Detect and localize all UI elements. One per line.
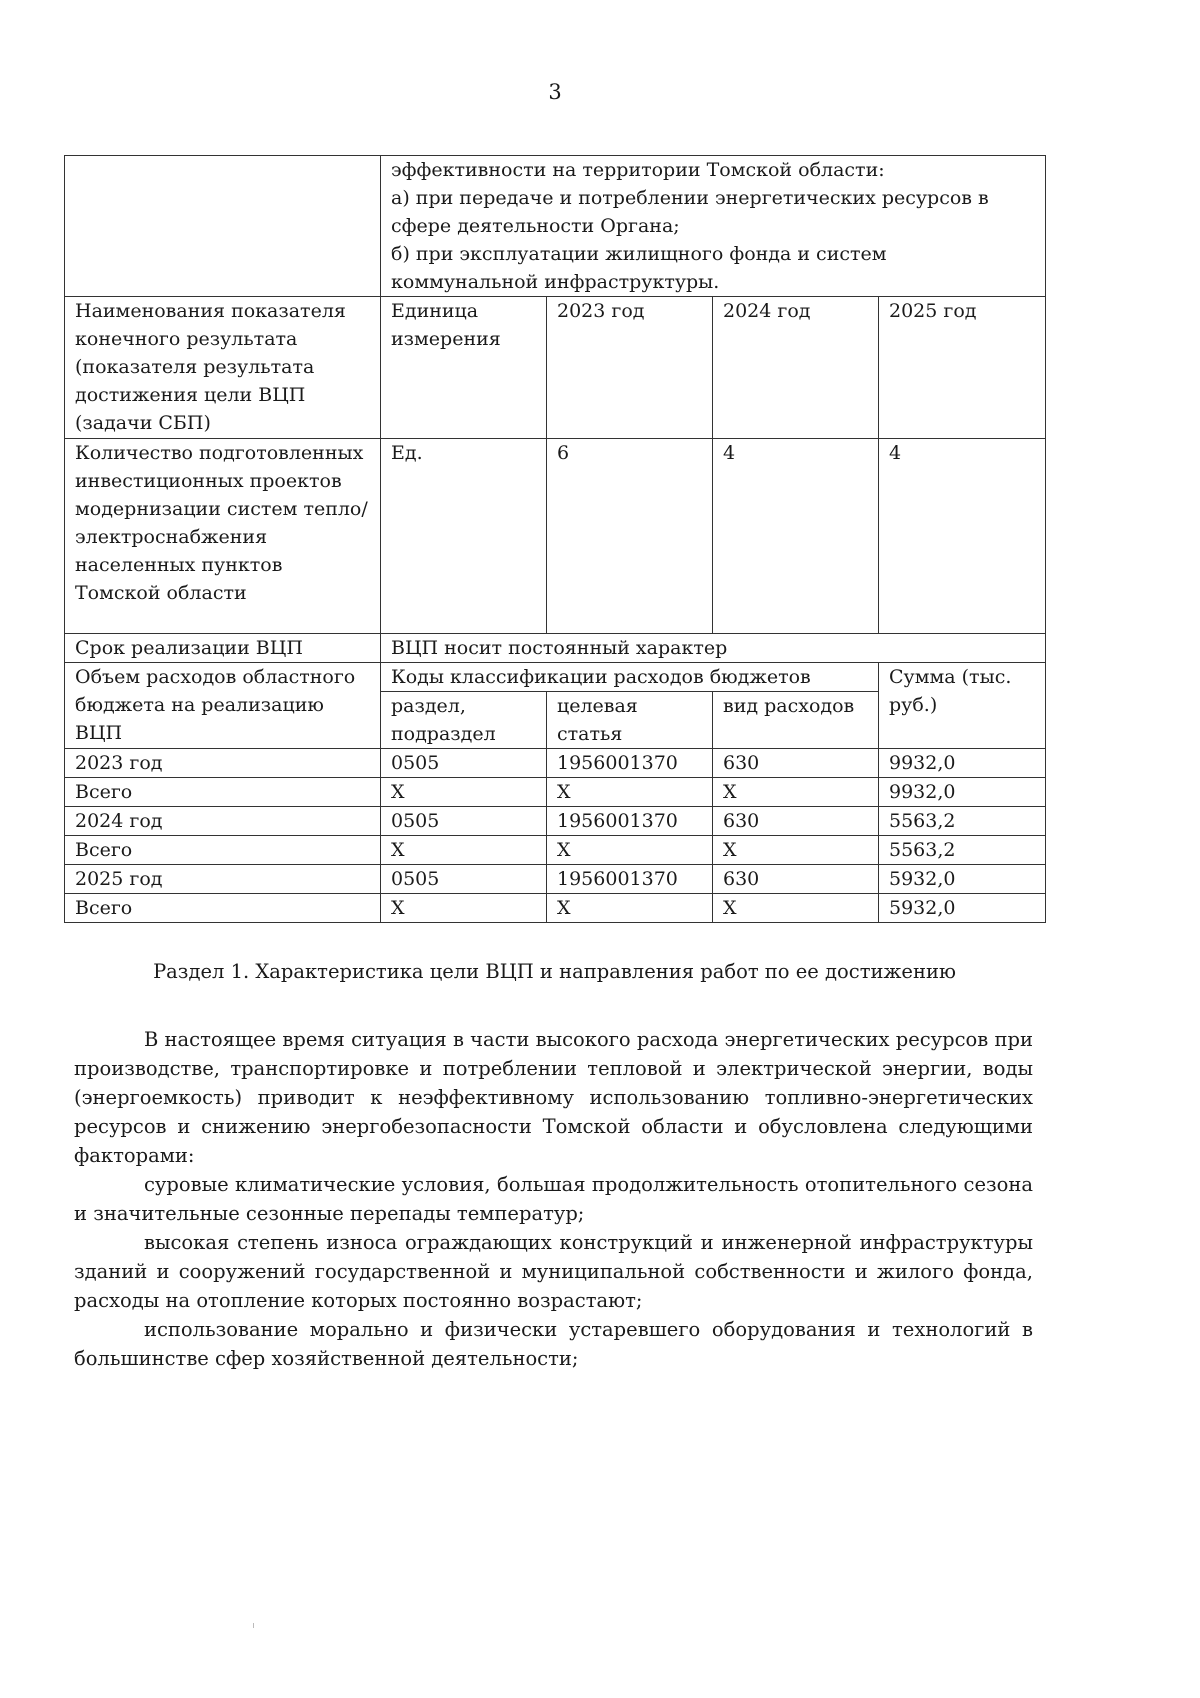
budget-row-type: 630 bbox=[713, 865, 879, 894]
body-text bbox=[74, 1025, 1033, 1373]
indicator-name-header: Наименования показателя конечного результата (показателя результата достижения цели ВЦП (задачи СБП) bbox=[65, 297, 381, 439]
year-header-2023: 2023 год bbox=[547, 297, 713, 439]
budget-row-section: X bbox=[381, 778, 547, 807]
codes-header: Коды классификации расходов бюджетов bbox=[381, 663, 879, 692]
budget-row-sum: 5563,2 bbox=[879, 836, 1046, 865]
budget-row-label: Всего bbox=[65, 836, 381, 865]
term-value: ВЦП носит постоянный характер bbox=[381, 634, 1046, 663]
budget-row bbox=[65, 778, 1046, 807]
budget-header-row bbox=[65, 663, 1046, 692]
budget-row-section: 0505 bbox=[381, 807, 547, 836]
term-label: Срок реализации ВЦП bbox=[65, 634, 381, 663]
year-header-2025: 2025 год bbox=[879, 297, 1046, 439]
section-heading: Раздел 1. Характеристика цели ВЦП и направления работ по ее достижению bbox=[153, 960, 956, 983]
term-row bbox=[65, 634, 1046, 663]
budget-row-type: X bbox=[713, 836, 879, 865]
indicator-row bbox=[65, 439, 1046, 634]
budget-row-type: X bbox=[713, 894, 879, 923]
budget-row-article: 1956001370 bbox=[547, 865, 713, 894]
budget-row-label: 2023 год bbox=[65, 749, 381, 778]
budget-row-section: X bbox=[381, 894, 547, 923]
budget-row bbox=[65, 865, 1046, 894]
budget-row-label: Всего bbox=[65, 778, 381, 807]
article-subheader: целевая статья bbox=[547, 692, 713, 749]
year-header-2024: 2024 год bbox=[713, 297, 879, 439]
budget-row-label: 2025 год bbox=[65, 865, 381, 894]
budget-row-sum: 9932,0 bbox=[879, 749, 1046, 778]
goal-text-line: а) при передаче и потреблении энергетических ресурсов в сфере деятельности Органа; bbox=[391, 187, 989, 237]
indicator-value-2024: 4 bbox=[713, 439, 879, 634]
budget-row-section: X bbox=[381, 836, 547, 865]
unit-header: Единица измерения bbox=[381, 297, 547, 439]
indicator-name: Количество подготовленных инвестиционных проектов модернизации систем тепло/электроснабжения населенных пунктов Томской области bbox=[65, 439, 381, 634]
budget-row-article: 1956001370 bbox=[547, 749, 713, 778]
budget-row-article: X bbox=[547, 894, 713, 923]
goal-continuation-row bbox=[65, 156, 1046, 297]
budget-row bbox=[65, 894, 1046, 923]
budget-row-article: 1956001370 bbox=[547, 807, 713, 836]
budget-row-sum: 5932,0 bbox=[879, 865, 1046, 894]
budget-row-sum: 5932,0 bbox=[879, 894, 1046, 923]
goal-text-line: б) при эксплуатации жилищного фонда и систем коммунальной инфраструктуры. bbox=[391, 243, 887, 293]
paragraph: высокая степень износа ограждающих конструкций и инженерной инфраструктуры зданий и сооружений государственной и муниципальной собственности и жилого фонда, расходы на отопление которых постоянно возрастают; bbox=[74, 1231, 1033, 1312]
budget-row bbox=[65, 836, 1046, 865]
page-number: 3 bbox=[548, 80, 562, 104]
budget-row bbox=[65, 807, 1046, 836]
budget-row-article: X bbox=[547, 778, 713, 807]
budget-row-type: X bbox=[713, 778, 879, 807]
paragraph: суровые климатические условия, большая продолжительность отопительного сезона и значительные сезонные перепады температур; bbox=[74, 1173, 1033, 1225]
indicator-header-row bbox=[65, 297, 1046, 439]
indicator-unit: Ед. bbox=[381, 439, 547, 634]
type-subheader: вид расходов bbox=[713, 692, 879, 749]
paragraph: В настоящее время ситуация в части высокого расхода энергетических ресурсов при производстве, транспортировке и потреблении тепловой и электрической энергии, воды (энергоемкость) приводит к неэффективному использованию топливно-энергетических ресурсов и снижению энергобезопасности Томской области и обусловлена следующими факторами: bbox=[74, 1028, 1033, 1167]
goal-label-cell bbox=[65, 156, 381, 297]
sum-header: Сумма (тыс. руб.) bbox=[879, 663, 1046, 749]
budget-row-label: 2024 год bbox=[65, 807, 381, 836]
goal-text-cell bbox=[381, 156, 1046, 297]
budget-row-section: 0505 bbox=[381, 865, 547, 894]
indicator-value-2025: 4 bbox=[879, 439, 1046, 634]
budget-row-label: Всего bbox=[65, 894, 381, 923]
budget-row-sum: 9932,0 bbox=[879, 778, 1046, 807]
budget-label: Объем расходов областного бюджета на реализацию ВЦП bbox=[65, 663, 381, 749]
budget-row-type: 630 bbox=[713, 807, 879, 836]
scan-artifact bbox=[253, 1623, 254, 1628]
indicator-value-2023: 6 bbox=[547, 439, 713, 634]
section-subheader: раздел, подраздел bbox=[381, 692, 547, 749]
goal-text-line: эффективности на территории Томской области: bbox=[391, 159, 885, 181]
budget-row bbox=[65, 749, 1046, 778]
budget-row-sum: 5563,2 bbox=[879, 807, 1046, 836]
budget-row-article: X bbox=[547, 836, 713, 865]
paragraph: использование морально и физически устаревшего оборудования и технологий в большинстве сфер хозяйственной деятельности; bbox=[74, 1318, 1033, 1370]
program-passport-table bbox=[64, 155, 1046, 923]
budget-row-section: 0505 bbox=[381, 749, 547, 778]
budget-row-type: 630 bbox=[713, 749, 879, 778]
